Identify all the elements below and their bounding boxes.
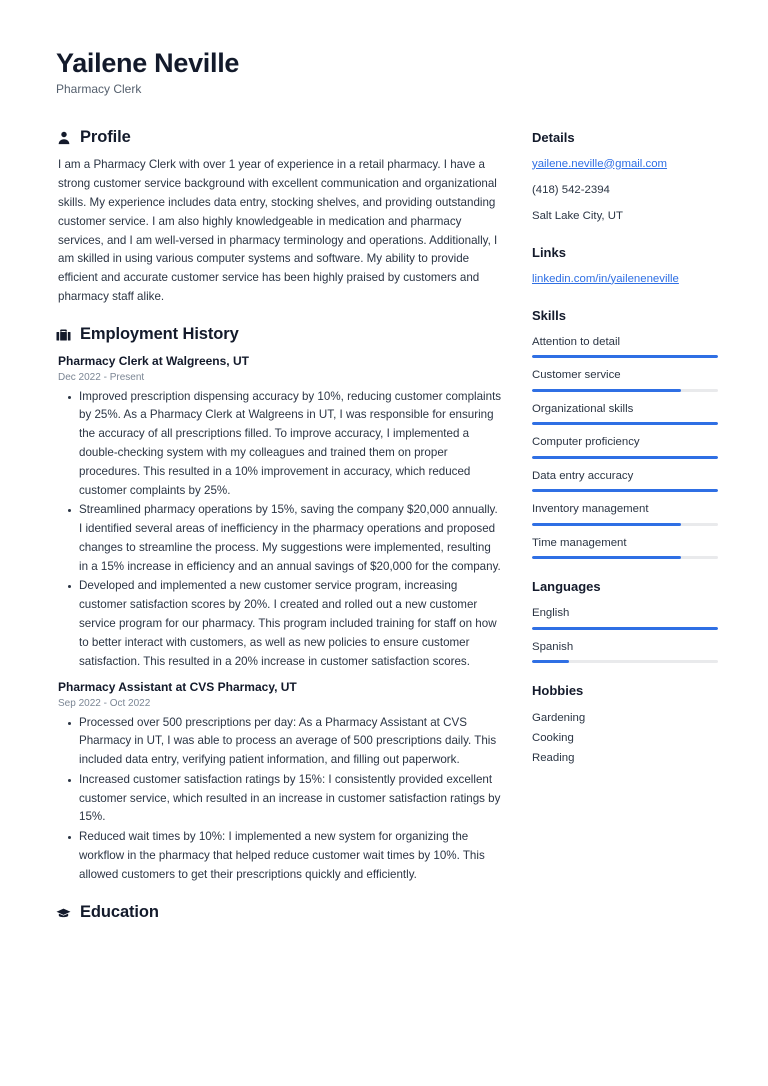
links-title: Links [532, 244, 566, 260]
links-block [532, 245, 730, 288]
education-section [56, 903, 502, 923]
employment-entry-date: Dec 2022 - Present [58, 371, 145, 383]
skill-item [532, 535, 730, 560]
profile-title: Profile [80, 127, 131, 146]
skill-bar-track [532, 389, 718, 392]
email-link[interactable]: yailene.neville@gmail.com [532, 157, 668, 170]
employment-entry [58, 353, 502, 671]
skill-bar-track [532, 422, 718, 425]
skill-item [532, 401, 730, 426]
skill-item [532, 434, 730, 459]
skill-bar-track [532, 355, 718, 358]
skill-bar-track [532, 456, 718, 459]
graduation-cap-icon [56, 904, 71, 921]
education-title: Education [80, 902, 159, 921]
profile-text: I am a Pharmacy Clerk with over 1 year of experience in a retail pharmacy. I have a strong customer service background with excellent communication and organizational skills. My experience includes data entry, stocking shelves, and providing outstanding customer service. I am also highly knowledgeable in medication and pharmacy services, and I am well-versed in pharmacy terminology and operations. Additionally, I am skilled in using various computer systems and software. My ability to provide efficient and accurate customer service has been highly praised by customers and pharmacy staff alike. [58, 158, 498, 303]
skill-bar-fill [532, 556, 681, 559]
details-block [532, 130, 730, 225]
hobby-item: Reading [532, 751, 575, 764]
candidate-name: Yailene Neville [56, 48, 240, 78]
details-title: Details [532, 129, 575, 145]
language-label: Spanish [532, 640, 574, 653]
skill-label: Time management [532, 536, 627, 549]
skill-label: Organizational skills [532, 402, 634, 415]
skill-item [532, 334, 730, 359]
skill-bar-fill [532, 489, 718, 492]
skill-label: Attention to detail [532, 335, 621, 348]
skill-bar-fill [532, 456, 718, 459]
skill-label: Customer service [532, 369, 621, 382]
bullet-item: Increased customer satisfaction ratings by 15%: I consistently provided excellent customer service, which resulted in an increase in customer satisfaction ratings by 15%. [58, 771, 502, 827]
languages-title: Languages [532, 579, 601, 595]
hobbies-block [532, 683, 730, 768]
language-bar-track [532, 660, 718, 663]
skills-title: Skills [532, 307, 566, 323]
language-bar-fill [532, 660, 569, 663]
bullet-item: Improved prescription dispensing accuracy by 10%, reducing customer complaints by 25%. As a Pharmacy Clerk at Walgreens in UT, I was responsible for ensuring the accuracy of all prescriptions filled. To improve accuracy, I implemented a double-checking system with my colleagues and trained them on proper procedures. This resulted in a 10% improvement in accuracy, which reduced customer complaints by 25%. [58, 388, 502, 501]
skill-bar-track [532, 523, 718, 526]
employment-entry-bullets [58, 714, 502, 885]
bullet-item: Reduced wait times by 10%: I implemented a new system for organizing the workflow in the pharmacy that helped reduce customer wait times by 10%. This allowed customers to get their prescriptions quickly and efficiently. [58, 828, 502, 884]
employment-entry-date: Sep 2022 - Oct 2022 [58, 697, 151, 709]
hobby-item: Gardening [532, 712, 586, 725]
skill-bar-fill [532, 523, 681, 526]
main-column [56, 128, 502, 941]
profile-section [56, 128, 502, 307]
employment-entry-title: Pharmacy Assistant at CVS Pharmacy, UT [58, 680, 297, 695]
skill-item [532, 501, 730, 526]
language-label: English [532, 607, 570, 620]
employment-heading [56, 325, 502, 345]
resume-header [56, 48, 730, 98]
briefcase-icon [56, 326, 71, 343]
linkedin-link[interactable]: linkedin.com/in/yaileneneville [532, 272, 679, 285]
skill-bar-track [532, 489, 718, 492]
skill-bar-track [532, 556, 718, 559]
profile-heading [56, 128, 502, 148]
languages-block [532, 579, 730, 663]
skill-bar-fill [532, 422, 718, 425]
language-item [532, 639, 730, 664]
sidebar-column [532, 128, 730, 789]
bullet-item: Processed over 500 prescriptions per day: As a Pharmacy Assistant at CVS Pharmacy in UT, I was able to process an average of 500 prescriptions daily. This included data entry, verifying patient information, and filling out paperwork. [58, 714, 502, 770]
employment-section [56, 325, 502, 885]
resume-columns [56, 128, 730, 941]
employment-entry-title: Pharmacy Clerk at Walgreens, UT [58, 354, 249, 369]
language-item [532, 605, 730, 630]
bullet-item: Streamlined pharmacy operations by 15%, saving the company $20,000 annually. I identified several areas of inefficiency in the pharmacy operations and proposed changes to streamline the process. My suggestions were implemented, resulting in a 15% increase in efficiency and an annual savings of $20,000 for the company. [58, 501, 502, 576]
candidate-job-title: Pharmacy Clerk [56, 82, 142, 97]
employment-entry [58, 679, 502, 884]
skill-label: Computer proficiency [532, 436, 640, 449]
skill-bar-fill [532, 355, 718, 358]
hobby-item: Cooking [532, 731, 574, 744]
phone-text: (418) 542-2394 [532, 183, 610, 196]
user-icon [56, 129, 71, 146]
skill-label: Data entry accuracy [532, 469, 634, 482]
employment-title: Employment History [80, 324, 239, 343]
skill-item [532, 367, 730, 392]
skills-block [532, 308, 730, 560]
language-bar-fill [532, 627, 718, 630]
location-text: Salt Lake City, UT [532, 209, 623, 222]
language-bar-track [532, 627, 718, 630]
bullet-item: Developed and implemented a new customer service program, increasing customer satisfaction scores by 20%. I created and rolled out a new customer service program for our pharmacy. This program included training for staff on how to better interact with customers, as well as new policies to ensure customer satisfaction. This resulted in a 20% increase in customer satisfaction scores. [58, 577, 502, 671]
skill-label: Inventory management [532, 503, 649, 516]
skill-bar-fill [532, 389, 681, 392]
skill-item [532, 468, 730, 493]
education-heading [56, 903, 502, 923]
hobbies-title: Hobbies [532, 683, 584, 699]
employment-entry-bullets [58, 388, 502, 672]
